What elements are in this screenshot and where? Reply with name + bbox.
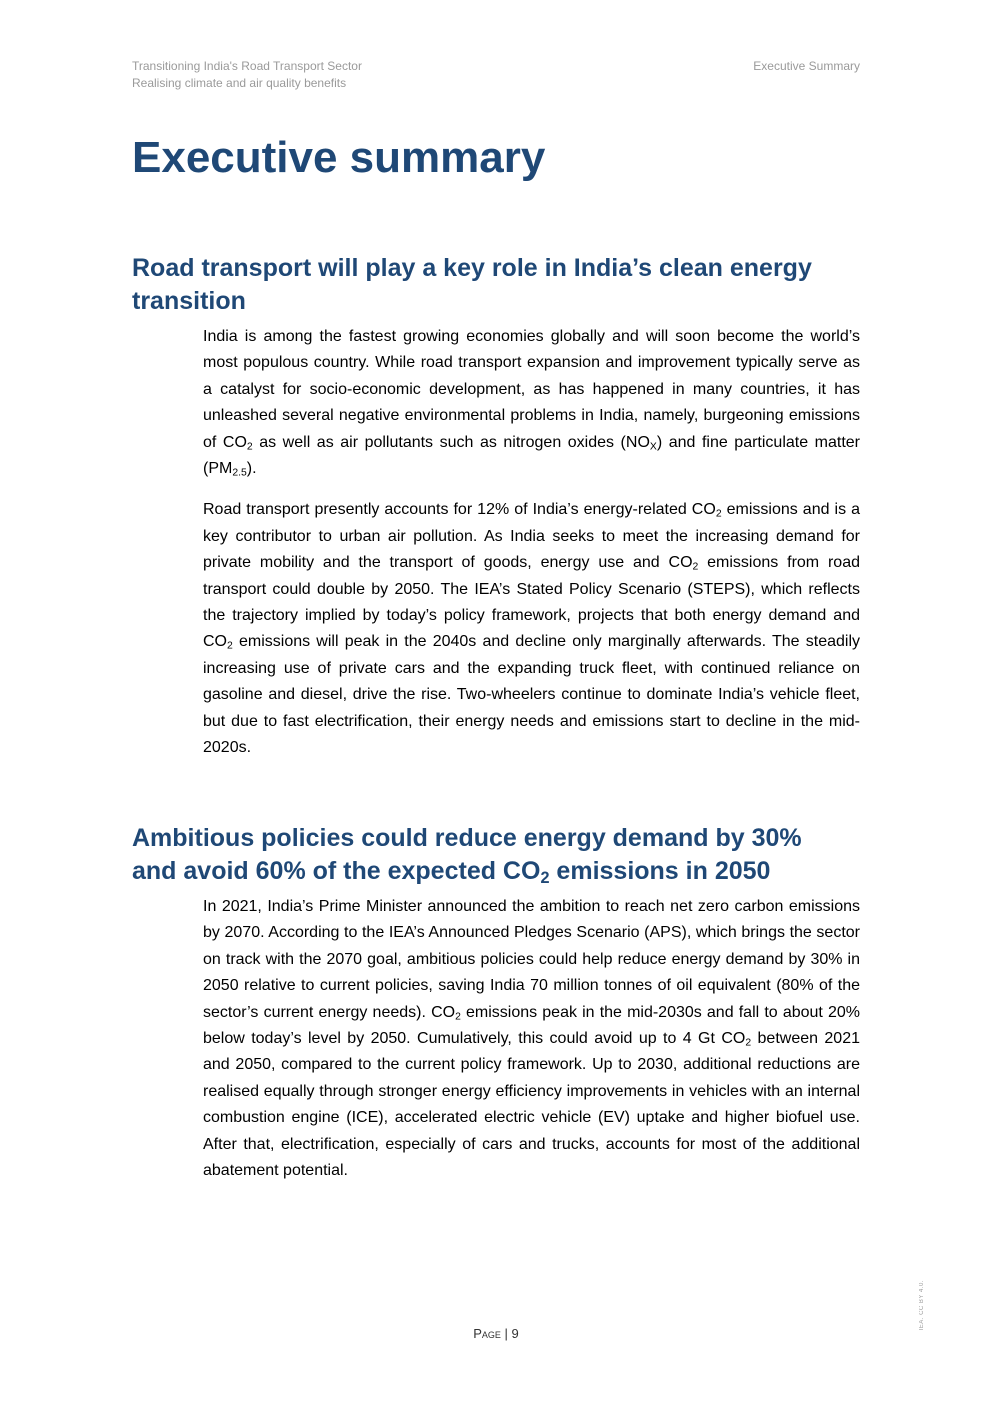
body-paragraph: In 2021, India’s Prime Minister announced the ambition to reach net zero carbon emissions by 2070. According to the IEA’s Announced Pledges Scenario (APS), which brings the sector on track with the 2070 goal, ambitious policies could help reduce energy demand by 30% in 2050 relative to current policies, saving India 70 million tonnes of oil equivalent (80% of the sector’s current energy needs). $CO_2$ emissions peak in the mid-2030s and fall to about 20% below today’s level by 2050. Cumulatively, this could avoid up to 4 Gt $CO_2$ between 2021 and 2050, compared to the current policy framework. Up to 2030, additional reductions are realised equally through stronger energy efficiency improvements in vehicles with an internal combustion engine (ICE), accelerated electric vehicle (EV) uptake and higher biofuel use. After that, electrification, especially of cars and trucks, accounts for most of the additional abatement potential. xyxy=(203,898,861,1180)
section-ambitious-policies xyxy=(132,822,860,1199)
heading-line-1: Road transport will play a key role in India’s clean energy xyxy=(132,254,812,282)
section-heading xyxy=(132,252,860,318)
page-number: 9 xyxy=(511,1326,519,1341)
report-subtitle: Realising climate and air quality benefits xyxy=(132,76,347,90)
section-heading: Ambitious policies could reduce energy demand by 30% and avoid 60% of the expected $CO_2$ emissions in 2050 xyxy=(132,824,802,888)
section-label: Executive Summary xyxy=(753,59,860,73)
running-header-right xyxy=(753,58,860,75)
running-header-left xyxy=(132,58,362,92)
heading-line-2: and avoid 60% of the expected CO xyxy=(132,857,541,885)
page-title: Executive summary xyxy=(132,133,546,182)
license-note: IEA. CC BY 4.0. xyxy=(919,1280,925,1331)
report-title: Transitioning India's Road Transport Sector xyxy=(132,59,362,73)
page-footer xyxy=(0,1326,992,1341)
heading-line-2: transition xyxy=(132,287,246,315)
page-label: Page xyxy=(473,1326,501,1341)
page-separator: | xyxy=(500,1326,512,1341)
heading-line-1: Ambitious policies could reduce energy demand by 30% xyxy=(132,824,802,852)
body-paragraph: Road transport presently accounts for 12% of India’s energy-related $CO_2$ emissions and is a key contributor to urban air pollution. As India seeks to meet the increasing demand for private mobility and the transport of goods, energy use and $CO_2$ emissions from road transport could double by 2050. The IEA’s Stated Policy Scenario (STEPS), which reflects the trajectory implied by today’s policy framework, projects that both energy demand and $CO_2$ emissions will peak in the 2040s and decline only marginally afterwards. The steadily increasing use of private cars and the expanding truck fleet, with continued reliance on gasoline and diesel, drive the rise. Two-wheelers continue to dominate India’s vehicle fleet, but due to fast electrification, their energy needs and emissions start to decline in the mid-2020s. xyxy=(203,501,861,757)
section-road-transport xyxy=(132,252,860,777)
body-paragraph: India is among the fastest growing economies globally and will soon become the world’s most populous country. While road transport expansion and improvement typically serve as a catalyst for socio-economic development, as has happened in many countries, it has unleashed several negative environmental problems in India, namely, burgeoning emissions of $CO_2$ as well as air pollutants such as nitrogen oxides $(NO_X)$ and fine particulate matter $(PM_{2.5})$. xyxy=(203,328,861,479)
